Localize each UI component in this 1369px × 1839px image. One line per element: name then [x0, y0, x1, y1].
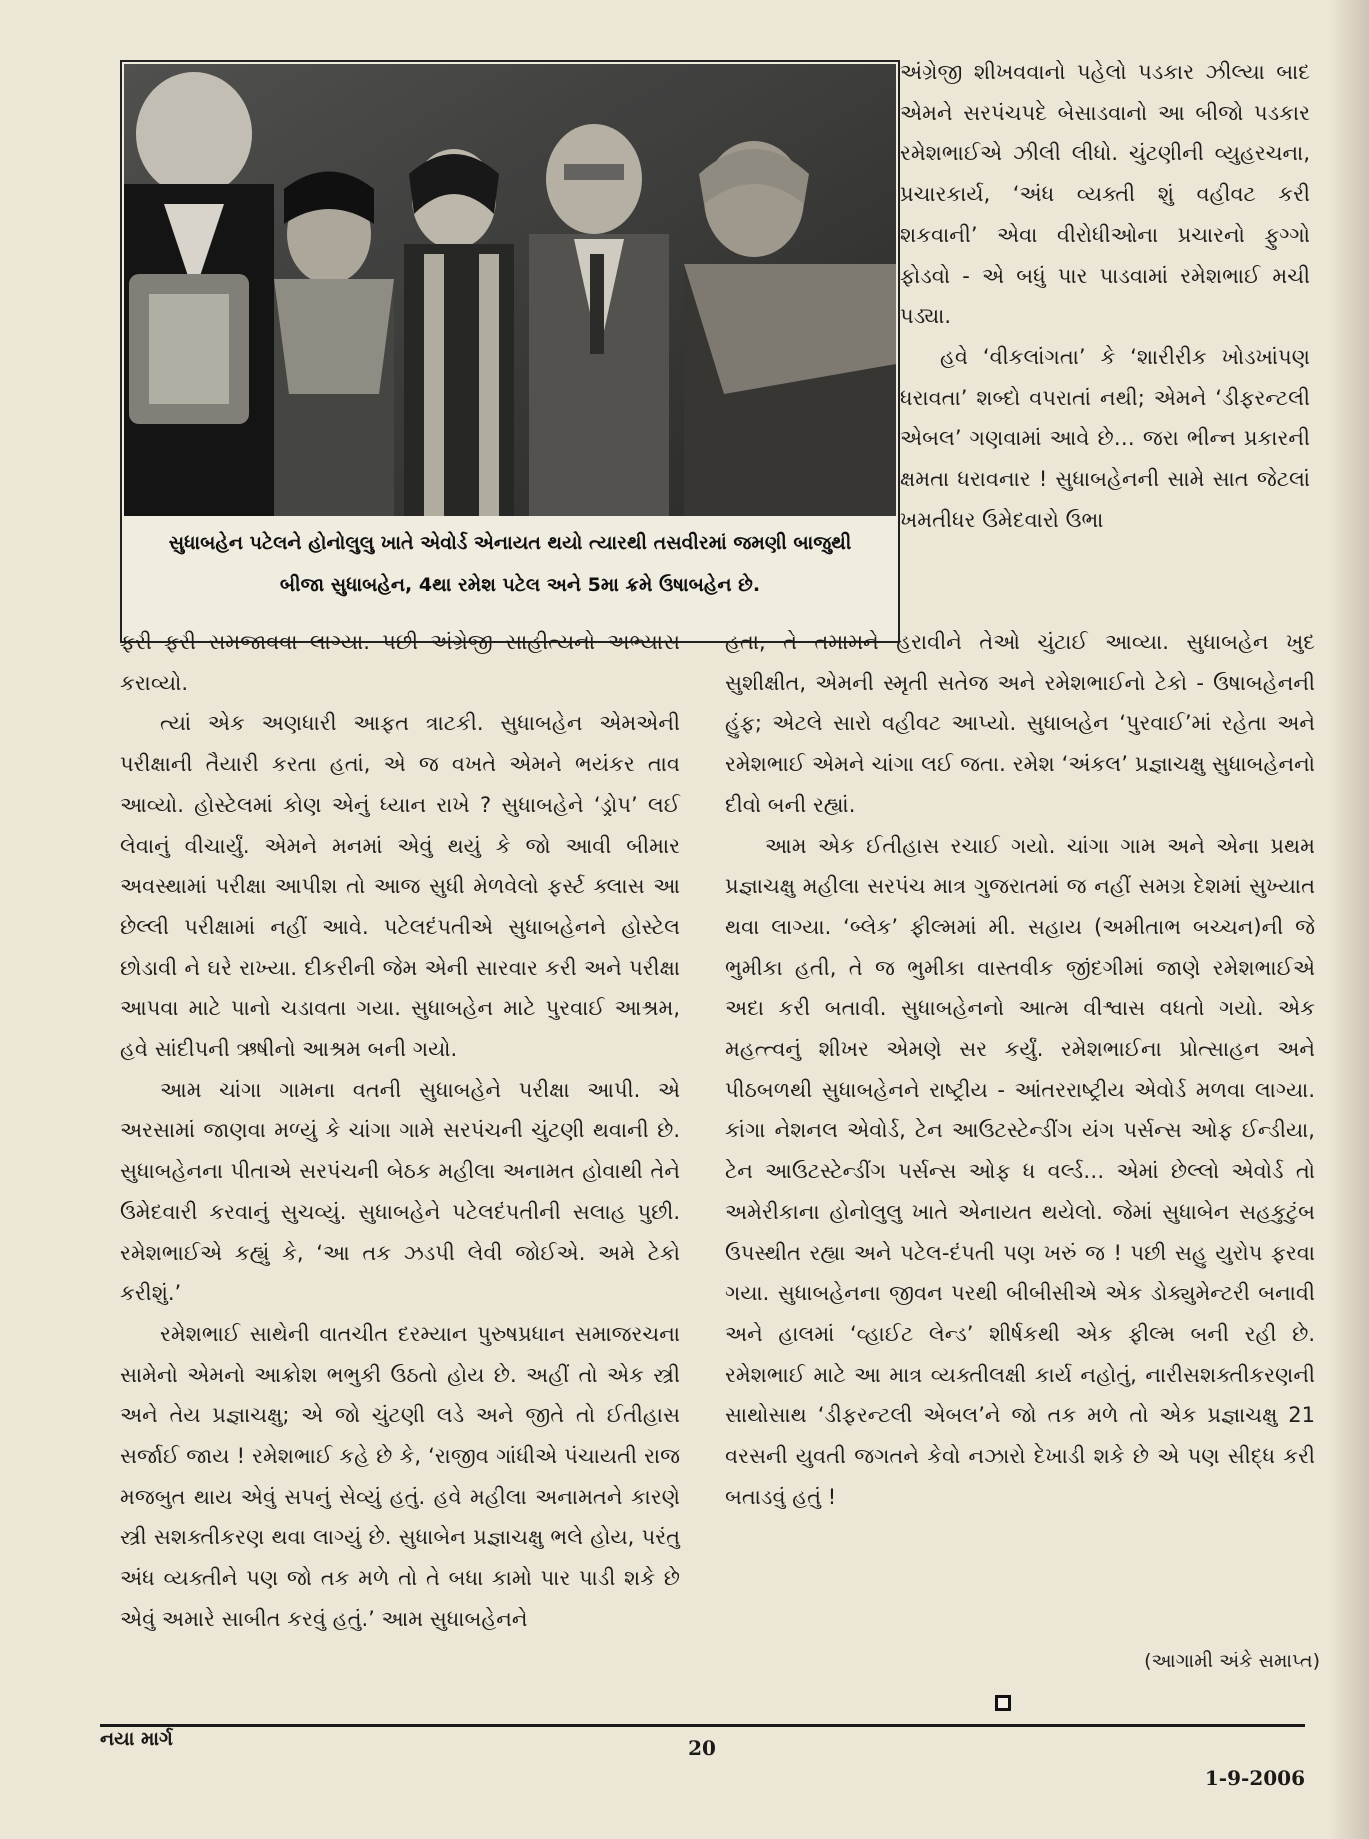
end-of-article-box-icon	[995, 1695, 1011, 1711]
article-right-top	[900, 52, 1310, 540]
article-left-column	[120, 622, 680, 1640]
paragraph: ત્યાં એક અણધારી આફત ત્રાટકી. સુધાબહેન એમએની પરીક્ષાની તૈયારી કરતા હતાં, એ જ વખતે એમને ભયંકર તાવ આવ્યો. હોસ્ટેલમાં કોણ એનું ધ્યાન રાખે ? સુધાબહેને ‘ડ્રોપ’ લઈ લેવાનું વીચાર્યું. એમને મનમાં એવું થયું કે જો આવી બીમાર અવસ્થામાં પરીક્ષા આપીશ તો આજ સુધી મેળવેલો ફર્સ્ટ ક્લાસ આ છેલ્લી પરીક્ષામાં નહીં આવે. પટેલદંપતીએ સુધાબહેનને હોસ્ટેલ છોડાવી ને ઘરે રાખ્યા. દીકરીની જેમ એની સારવાર કરી અને પરીક્ષા આપવા માટે પાનો ચડાવતા ગયા. સુધાબહેન માટે પુરવાઈ આશ્રમ, હવે સાંદીપની ઋષીનો આશ્રમ બની ગયો.	[120, 711, 680, 1062]
caption-line-1: સુધાબહેન પટેલને હોનોલુલુ ખાતે એવોર્ડ એનાયત થયો ત્યારથી તસવીરમાં જમણી બાજુથી	[168, 532, 852, 554]
paragraph: હવે ‘વીકલાંગતા’ કે ‘શારીરીક ખોડખાંપણ ધરાવતા’ શબ્દો વપરાતાં નથી; એમને ‘ડીફરન્ટલી એબલ’ ગણવામાં આવે છે… જરા ભીન્ન પ્રકારની ક્ષમતા ધરાવનાર ! સુધાબહેનની સામે સાત જેટલાં ખમતીધર ઉમેદવારો ઉભા	[900, 344, 1310, 532]
publication-name: નયા માર્ગ	[100, 1728, 173, 1750]
paragraph: રમેશભાઈ સાથેની વાતચીત દરમ્યાન પુરુષપ્રધાન સમાજરચના સામેનો એમનો આક્રોશ ભભુકી ઉઠતો હોય છે. અહીં તો એક સ્ત્રી અને તેય પ્રજ્ઞાચક્ષુ; એ જો ચુંટણી લડે અને જીતે તો ઈતીહાસ સર્જાઈ જાય ! રમેશભાઈ કહે છે કે, ‘રાજીવ ગાંધીએ પંચાયતી રાજ મજબુત થાય એવું સપનું સેવ્યું હતું. હવે મહીલા અનામતને કારણે સ્ત્રી સશક્તીકરણ થવા લાગ્યું છે. સુધાબેન પ્રજ્ઞાચક્ષુ ભલે હોય, પરંતુ અંધ વ્યક્તીને પણ જો તક મળે તો તે બધા કામો પાર પાડી શકે છે એવું અમારે સાબીત કરવું હતું.’ આમ સુધાબહેનને	[120, 1321, 680, 1631]
photo-image	[124, 64, 896, 516]
page-number: 20	[688, 1736, 716, 1760]
article-right-column	[725, 622, 1315, 1517]
issue-date: 1-9-2006	[1204, 1766, 1305, 1790]
award-photo	[124, 64, 896, 516]
footer-divider	[100, 1724, 1305, 1727]
paragraph: હતા, તે તમામને હરાવીને તેઓ ચુંટાઈ આવ્યા. સુધાબહેન ખુદ સુશીક્ષીત, એમની સ્મૃતી સતેજ અને રમેશભાઈનો ટેકો - ઉષાબહેનની હુંફ; એટલે સારો વહીવટ આપ્યો. સુધાબહેન ‘પુરવાઈ’માં રહેતા અને રમેશભાઈ એમને ચાંગા લઈ જતા. રમેશ ‘અંકલ’ પ્રજ્ઞાચક્ષુ સુધાબહેનનો દીવો બની રહ્યાં.	[725, 630, 1315, 817]
paragraph: ફરી ફરી સમજાવવા લાગ્યા. પછી અંગ્રેજી સાહીત્યનો અભ્યાસ કરાવ્યો.	[120, 630, 680, 695]
paragraph: અંગ્રેજી શીખવવાનો પહેલો પડકાર ઝીલ્યા બાદ એમને સરપંચપદે બેસાડવાનો આ બીજો પડકાર રમેશભાઈએ ઝીલી લીધો. ચુંટણીની વ્યુહરચના, પ્રચારકાર્ય, ‘અંધ વ્યક્તી શું વહીવટ કરી શકવાની’ એવા વીરોધીઓના પ્રચારનો ફુગ્ગો ફોડવો - એ બધું પાર પાડવામાં રમેશભાઈ મચી પડ્યા.	[900, 60, 1310, 329]
paragraph: આમ ચાંગા ગામના વતની સુધાબહેને પરીક્ષા આપી. એ અરસામાં જાણવા મળ્યું કે ચાંગા ગામે સરપંચની ચુંટણી થવાની છે. સુધાબહેનના પીતાએ સરપંચની બેઠક મહીલા અનામત હોવાથી તેને ઉમેદવારી કરવાનું સુચવ્યું. સુધાબહેને પટેલદંપતીની સલાહ પુછી. રમેશભાઈએ કહ્યું કે, ‘આ તક ઝડપી લેવી જોઈએ. અમે ટેકો કરીશું.’	[120, 1077, 680, 1306]
caption-line-2: બીજા સુધાબહેન, 4થા રમેશ પટેલ અને 5મા ક્રમે ઉષાબહેન છે.	[279, 574, 761, 596]
paragraph: આમ એક ઈતીહાસ રચાઈ ગયો. ચાંગા ગામ અને એના પ્રથમ પ્રજ્ઞાચક્ષુ મહીલા સરપંચ માત્ર ગુજરાતમાં જ નહીં સમગ્ર દેશમાં સુખ્યાત થવા લાગ્યા. ‘બ્લેક’ ફીલ્મમાં મી. સહાય (અમીતાભ બચ્ચન)ની જે ભુમીકા હતી, તે જ ભુમીકા વાસ્તવીક જીંદગીમાં જાણે રમેશભાઈએ અદા કરી બતાવી. સુધાબહેનનો આત્મ વીશ્વાસ વધતો ગયો. એક મહત્ત્વનું શીખર એમણે સર કર્યું. રમેશભાઈના પ્રોત્સાહન અને પીઠબળથી સુધાબહેનને રાષ્ટ્રીય - આંતરરાષ્ટ્રીય એવોર્ડ મળવા લાગ્યા. કાંગા નેશનલ એવોર્ડ, ટેન આઉટસ્ટેન્ડીંગ યંગ પર્સન્સ ઓફ ઈન્ડીયા, ટેન આઉટસ્ટેન્ડીંગ પર્સન્સ ઓફ ધ વર્લ્ડ… એમાં છેલ્લો એવોર્ડ તો અમેરીકાના હોનોલુલુ ખાતે એનાયત થયેલો. જેમાં સુધાબેન સહકુટુંબ ઉપસ્થીત રહ્યા અને પટેલ-દંપતી પણ ખરું જ ! પછી સહુ યુરોપ ફરવા ગયા. સુધાબહેનના જીવન પરથી બીબીસીએ એક ડોક્યુમેન્ટરી બનાવી અને હાલમાં ‘વ્હાઈટ લેન્ડ’ શીર્ષકથી એક ફીલ્મ બની રહી છે. રમેશભાઈ માટે આ માત્ર વ્યક્તીલક્ષી કાર્ય નહોતું, નારીસશક્તીકરણની સાથોસાથ ‘ડીફરન્ટલી એબલ’ને જો તક મળે તો એક પ્રજ્ઞાચક્ષુ 21 વરસની યુવતી જગતને કેવો નઝારો દેખાડી શકે છે એ પણ સીદ્ધ કરી બતાડવું હતું !	[725, 833, 1315, 1509]
continued-note: (આગામી અંકે સમાપ્ત)	[1144, 1650, 1320, 1672]
photo-figure	[120, 60, 900, 643]
